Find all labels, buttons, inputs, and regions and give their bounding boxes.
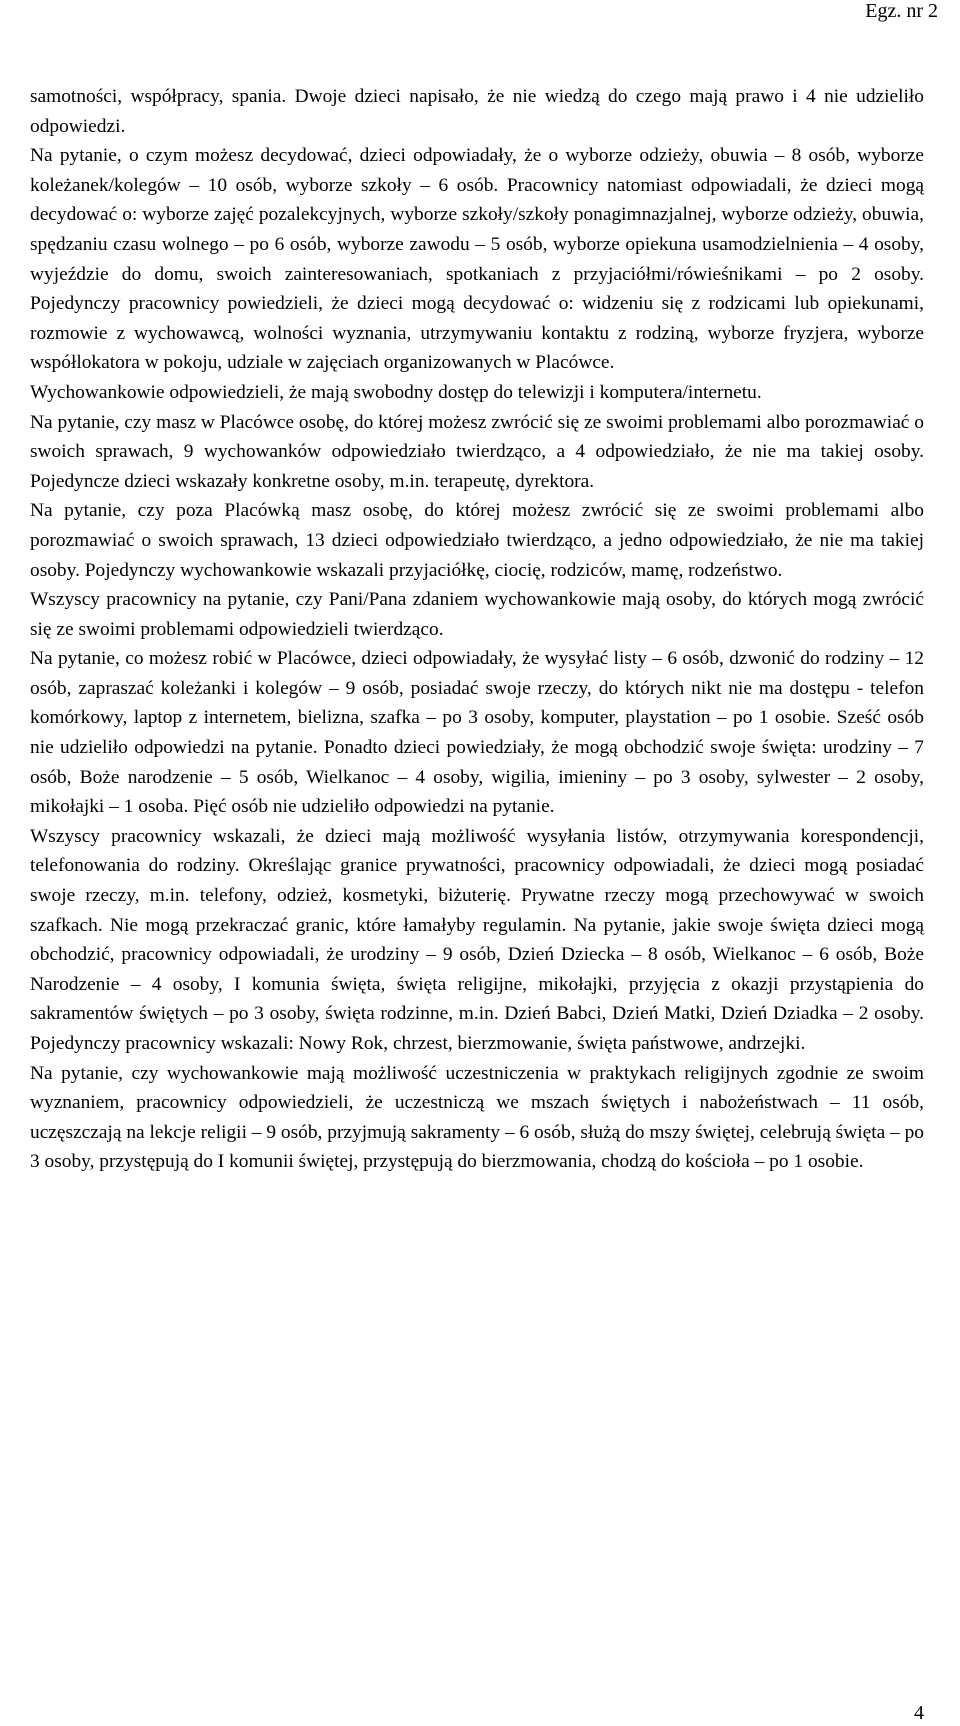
document-body [30, 82, 924, 1177]
paragraph-trusted-person-inside: Na pytanie, czy masz w Placówce osobę, do której możesz zwrócić się ze swoimi problemami albo porozmawiać o swoich sprawach, 9 wychowanków odpowiedziało twierdząco, a 4 odpowiedziało, że nie ma takiej osoby. Pojedyncze dzieci wskazały konkretne osoby, m.in. terapeutę, dyrektora. [30, 411, 924, 492]
paragraph-decisions: Na pytanie, o czym możesz decydować, dzieci odpowiadały, że o wyborze odzieży, obuwia – 8 osób, wyborze koleżanek/kolegów – 10 osób, wyborze szkoły – 6 osób. Pracownicy natomiast odpowiadali, że dzieci mogą decydować o: wyborze zajęć pozalekcyjnych, wyborze szkoły/szkoły ponagimnazjalnej, wyborze odzieży, obuwia, spędzaniu czasu wolnego – po 6 osób, wyborze zawodu – 5 osób, wyborze opiekuna usamodzielnienia – 4 osoby, wyjeździe do domu, swoich zainteresowaniach, spotkaniach z przyjaciółmi/rówieśnikami – po 2 osoby. Pojedynczy pracownicy powiedzieli, że dzieci mogą decydować o: widzeniu się z rodzicami lub opiekunami, rozmowie z wychowawcą, wolności wyznania, utrzymywaniu kontaktu z rodziną, wyborze fryzjera, wyborze współlokatora w pokoju, udziale w zajęciach organizowanych w Placówce. [30, 145, 924, 374]
paragraph-trusted-person-outside: Na pytanie, czy poza Placówką masz osobę, do której możesz zwrócić się ze swoimi problemami albo porozmawiać o swoich sprawach, 13 dzieci odpowiedziało twierdząco, a jedno odpowiedziało, że nie ma takiej osoby. Pojedynczy wychowankowie wskazali przyjaciółkę, ciocię, rodziców, mamę, rodzeństwo. [30, 500, 924, 581]
paragraph-rights-continuation: samotności, współpracy, spania. Dwoje dzieci napisało, że nie wiedzą do czego mają prawo i 4 nie udzieliło odpowiedzi. [30, 86, 924, 137]
document-copy-label: Egz. nr 2 [865, 0, 938, 22]
paragraph-staff-privacy-holidays: Wszyscy pracownicy wskazali, że dzieci mają możliwość wysyłania listów, otrzymywania korespondencji, telefonowania do rodziny. Określając granice prywatności, pracownicy odpowiadali, że dzieci mogą posiadać swoje rzeczy, m.in. telefony, odzież, kosmetyki, biżuterię. Prywatne rzeczy mogą przechowywać w swoich szafkach. Nie mogą przekraczać granic, które łamałyby regulamin. Na pytanie, jakie swoje święta dzieci mogą obchodzić, pracownicy odpowiadali, że urodziny – 9 osób, Dzień Dziecka – 8 osób, Wielkanoc – 6 osób, Boże Narodzenie – 4 osoby, I komunia święta, święta religijne, mikołajki, przyjęcia z okazji przystąpienia do sakramentów świętych – po 3 osoby, święta rodzinne, m.in. Dzień Babci, Dzień Matki, Dzień Dziadka – 2 osoby. Pojedynczy pracownicy wskazali: Nowy Rok, chrzest, bierzmowanie, święta państwowe, andrzejki. [30, 825, 924, 1054]
paragraph-religious-practice: Na pytanie, czy wychowankowie mają możliwość uczestniczenia w praktykach religijnych zgodnie ze swoim wyznaniem, pracownicy odpowiedzieli, że uczestniczą we mszach świętych i nabożeństwach – 11 osób, uczęszczają na lekcje religii – 9 osób, przyjmują sakramenty – 6 osób, służą do mszy świętej, celebrują święta – po 3 osoby, przystępują do I komunii świętej, przystępują do bierzmowania, chodzą do kościoła – po 1 osobie. [30, 1062, 924, 1173]
paragraph-staff-trusted-person: Wszyscy pracownicy na pytanie, czy Pani/Pana zdaniem wychowankowie mają osoby, do których mogą zwrócić się ze swoimi problemami odpowiedzieli twierdząco. [30, 589, 924, 640]
page-number: 4 [914, 1702, 924, 1724]
paragraph-what-can-you-do: Na pytanie, co możesz robić w Placówce, dzieci odpowiadały, że wysyłać listy – 6 osób, dzwonić do rodziny – 12 osób, zapraszać koleżanki i kolegów – 9 osób, posiadać swoje rzeczy, do których nikt nie ma dostępu - telefon komórkowy, laptop z internetem, bielizna, szafka – po 3 osoby, komputer, playstation – po 1 osobie. Sześć osób nie udzieliło odpowiedzi na pytanie. Ponadto dzieci powiedziały, że mogą obchodzić swoje święta: urodziny – 7 osób, Boże narodzenie – 5 osób, Wielkanoc – 4 osoby, wigilia, imieniny – po 3 osoby, sylwester – 2 osoby, mikołajki – 1 osoba. Pięć osób nie udzieliło odpowiedzi na pytanie. [30, 648, 924, 818]
paragraph-tv-internet-access: Wychowankowie odpowiedzieli, że mają swobodny dostęp do telewizji i komputera/internetu. [30, 381, 762, 403]
